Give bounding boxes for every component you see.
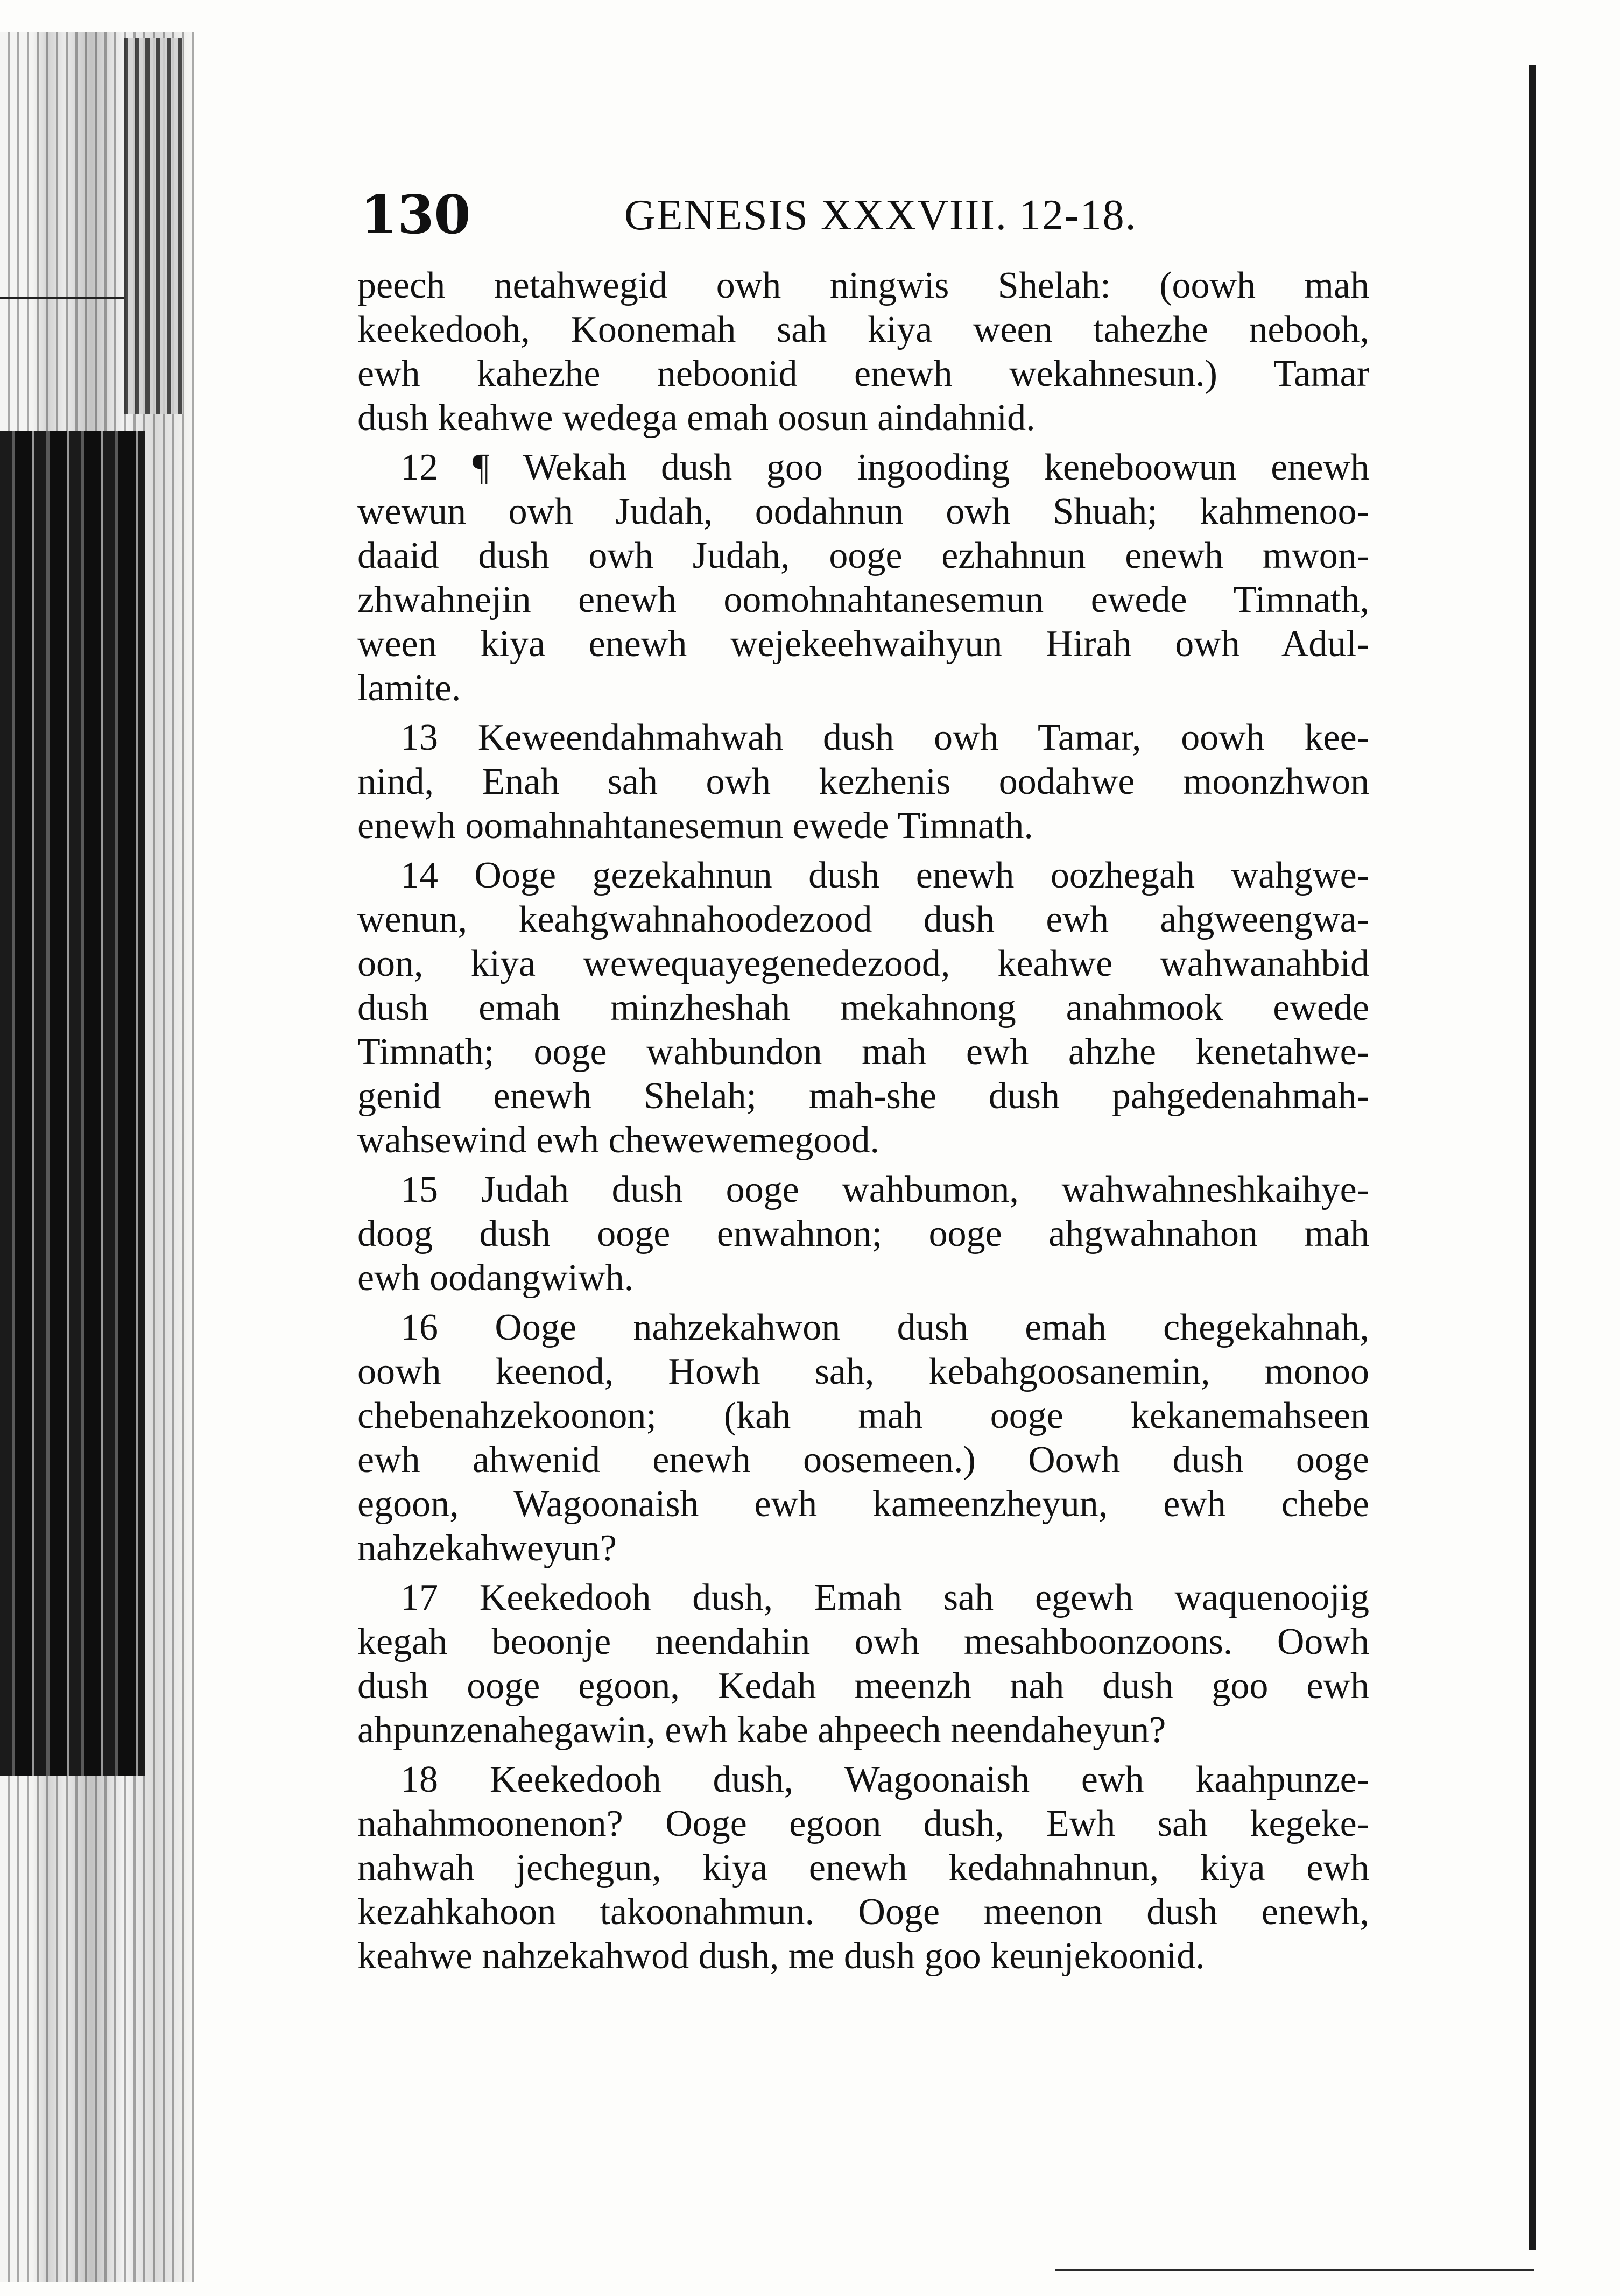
text-line: ewh oodangwiwh. xyxy=(357,1257,634,1299)
text-line: 13 Keweendahmahwah dush owh Tamar, oowh kee- xyxy=(400,717,1369,758)
text-line: ewh ahwenid enewh oosemeen.) Oowh dush ooge xyxy=(357,1439,1369,1481)
text-line: enewh oomahnahtanesemun ewede Timnath. xyxy=(357,805,1033,847)
text-line: 16 Ooge nahzekahwon dush emah chegekahnah, xyxy=(400,1307,1369,1348)
page-edge-rule xyxy=(1529,65,1536,2250)
text-line: wenun, keahgwahnahoodezood dush ewh ahgweengwa- xyxy=(357,899,1369,940)
text-line: 14 Ooge gezekahnun dush enewh oozhegah wahgwe- xyxy=(400,855,1369,896)
text-line: doog dush ooge enwahnon; ooge ahgwahnahon mah xyxy=(357,1213,1369,1255)
text-line: oowh keenod, Howh sah, kebahgoosanemin, monoo xyxy=(357,1351,1369,1392)
body-text xyxy=(357,264,1369,1978)
paragraph-gap xyxy=(357,710,1369,716)
margin-mark xyxy=(0,297,124,299)
text-line: nind, Enah sah owh kezhenis oodahwe moonzhwon xyxy=(357,761,1369,802)
paragraph xyxy=(357,854,1369,1163)
text-line: zhwahnejin enewh oomohnahtanesemun ewede Timnath, xyxy=(357,579,1369,621)
text-line: kezahkahoon takoonahmun. Ooge meenon dush enewh, xyxy=(357,1891,1369,1933)
text-line: ween kiya enewh wejekeehwaihyun Hirah owh Adul- xyxy=(357,623,1369,665)
text-line: keekedooh, Koonemah sah kiya ween tahezhe nebooh, xyxy=(357,309,1369,350)
paragraph xyxy=(357,1576,1369,1752)
text-line: peech netahwegid owh ningwis Shelah: (oowh mah xyxy=(357,265,1369,306)
text-line: lamite. xyxy=(357,667,461,709)
paragraph-gap xyxy=(357,440,1369,446)
running-head: GENESIS XXXVIII. 12-18. xyxy=(624,192,1137,239)
text-line: 18 Keekedooh dush, Wagoonaish ewh kaahpunze- xyxy=(400,1759,1369,1800)
paragraph xyxy=(357,716,1369,848)
text-line: dush ooge egoon, Kedah meenzh nah dush goo ewh xyxy=(357,1665,1369,1707)
text-line: keahwe nahzekahwod dush, me dush goo keunjekoonid. xyxy=(357,1935,1205,1977)
bottom-edge-rule xyxy=(1055,2269,1534,2271)
text-line: ahpunzenahegawin, ewh kabe ahpeech neendaheyun? xyxy=(357,1709,1166,1751)
binding-edge xyxy=(124,38,183,414)
paragraph xyxy=(357,1306,1369,1570)
binding-shadow xyxy=(0,431,145,1776)
paragraph xyxy=(357,264,1369,440)
text-line: kegah beoonje neendahin owh mesahboonzoons. Oowh xyxy=(357,1621,1369,1663)
text-line: egoon, Wagoonaish ewh kameenzheyun, ewh chebe xyxy=(357,1483,1369,1525)
text-line: daaid dush owh Judah, ooge ezhahnun enewh mwon- xyxy=(357,535,1369,576)
paragraph xyxy=(357,1758,1369,1978)
page-header xyxy=(361,178,1491,253)
text-line: nahwah jechegun, kiya enewh kedahnahnun, kiya ewh xyxy=(357,1847,1369,1889)
paragraph-gap xyxy=(357,848,1369,854)
text-line: dush emah minzheshah mekahnong anahmook ewede xyxy=(357,987,1369,1029)
paragraph-gap xyxy=(357,1752,1369,1758)
text-line: Timnath; ooge wahbundon mah ewh ahzhe kenetahwe- xyxy=(357,1031,1369,1073)
text-line: chebenahzekoonon; (kah mah ooge kekanemahseen xyxy=(357,1395,1369,1436)
page-number: 130 xyxy=(361,184,471,246)
paragraph-gap xyxy=(357,1570,1369,1576)
text-line: dush keahwe wedega emah oosun aindahnid. xyxy=(357,397,1036,439)
text-line: genid enewh Shelah; mah-she dush pahgedenahmah- xyxy=(357,1075,1369,1117)
text-line: wahsewind ewh chewewemegood. xyxy=(357,1119,879,1161)
text-line: 15 Judah dush ooge wahbumon, wahwahneshkaihye- xyxy=(400,1169,1369,1210)
paragraph xyxy=(357,446,1369,710)
text-line: nahzekahweyun? xyxy=(357,1527,617,1569)
text-line: nahahmoonenon? Ooge egoon dush, Ewh sah kegeke- xyxy=(357,1803,1369,1844)
text-line: 12 ¶ Wekah dush goo ingooding keneboowun enewh xyxy=(400,447,1369,488)
text-line: ewh kahezhe neboonid enewh wekahnesun.) Tamar xyxy=(357,353,1369,395)
text-line: wewun owh Judah, oodahnun owh Shuah; kahmenoo- xyxy=(357,491,1369,532)
text-line: oon, kiya wewequayegenedezood, keahwe wahwanahbid xyxy=(357,943,1369,984)
paragraph-gap xyxy=(357,1163,1369,1168)
paragraph-gap xyxy=(357,1300,1369,1306)
text-line: 17 Keekedooh dush, Emah sah egewh waquenoojig xyxy=(400,1577,1369,1618)
paragraph xyxy=(357,1168,1369,1300)
